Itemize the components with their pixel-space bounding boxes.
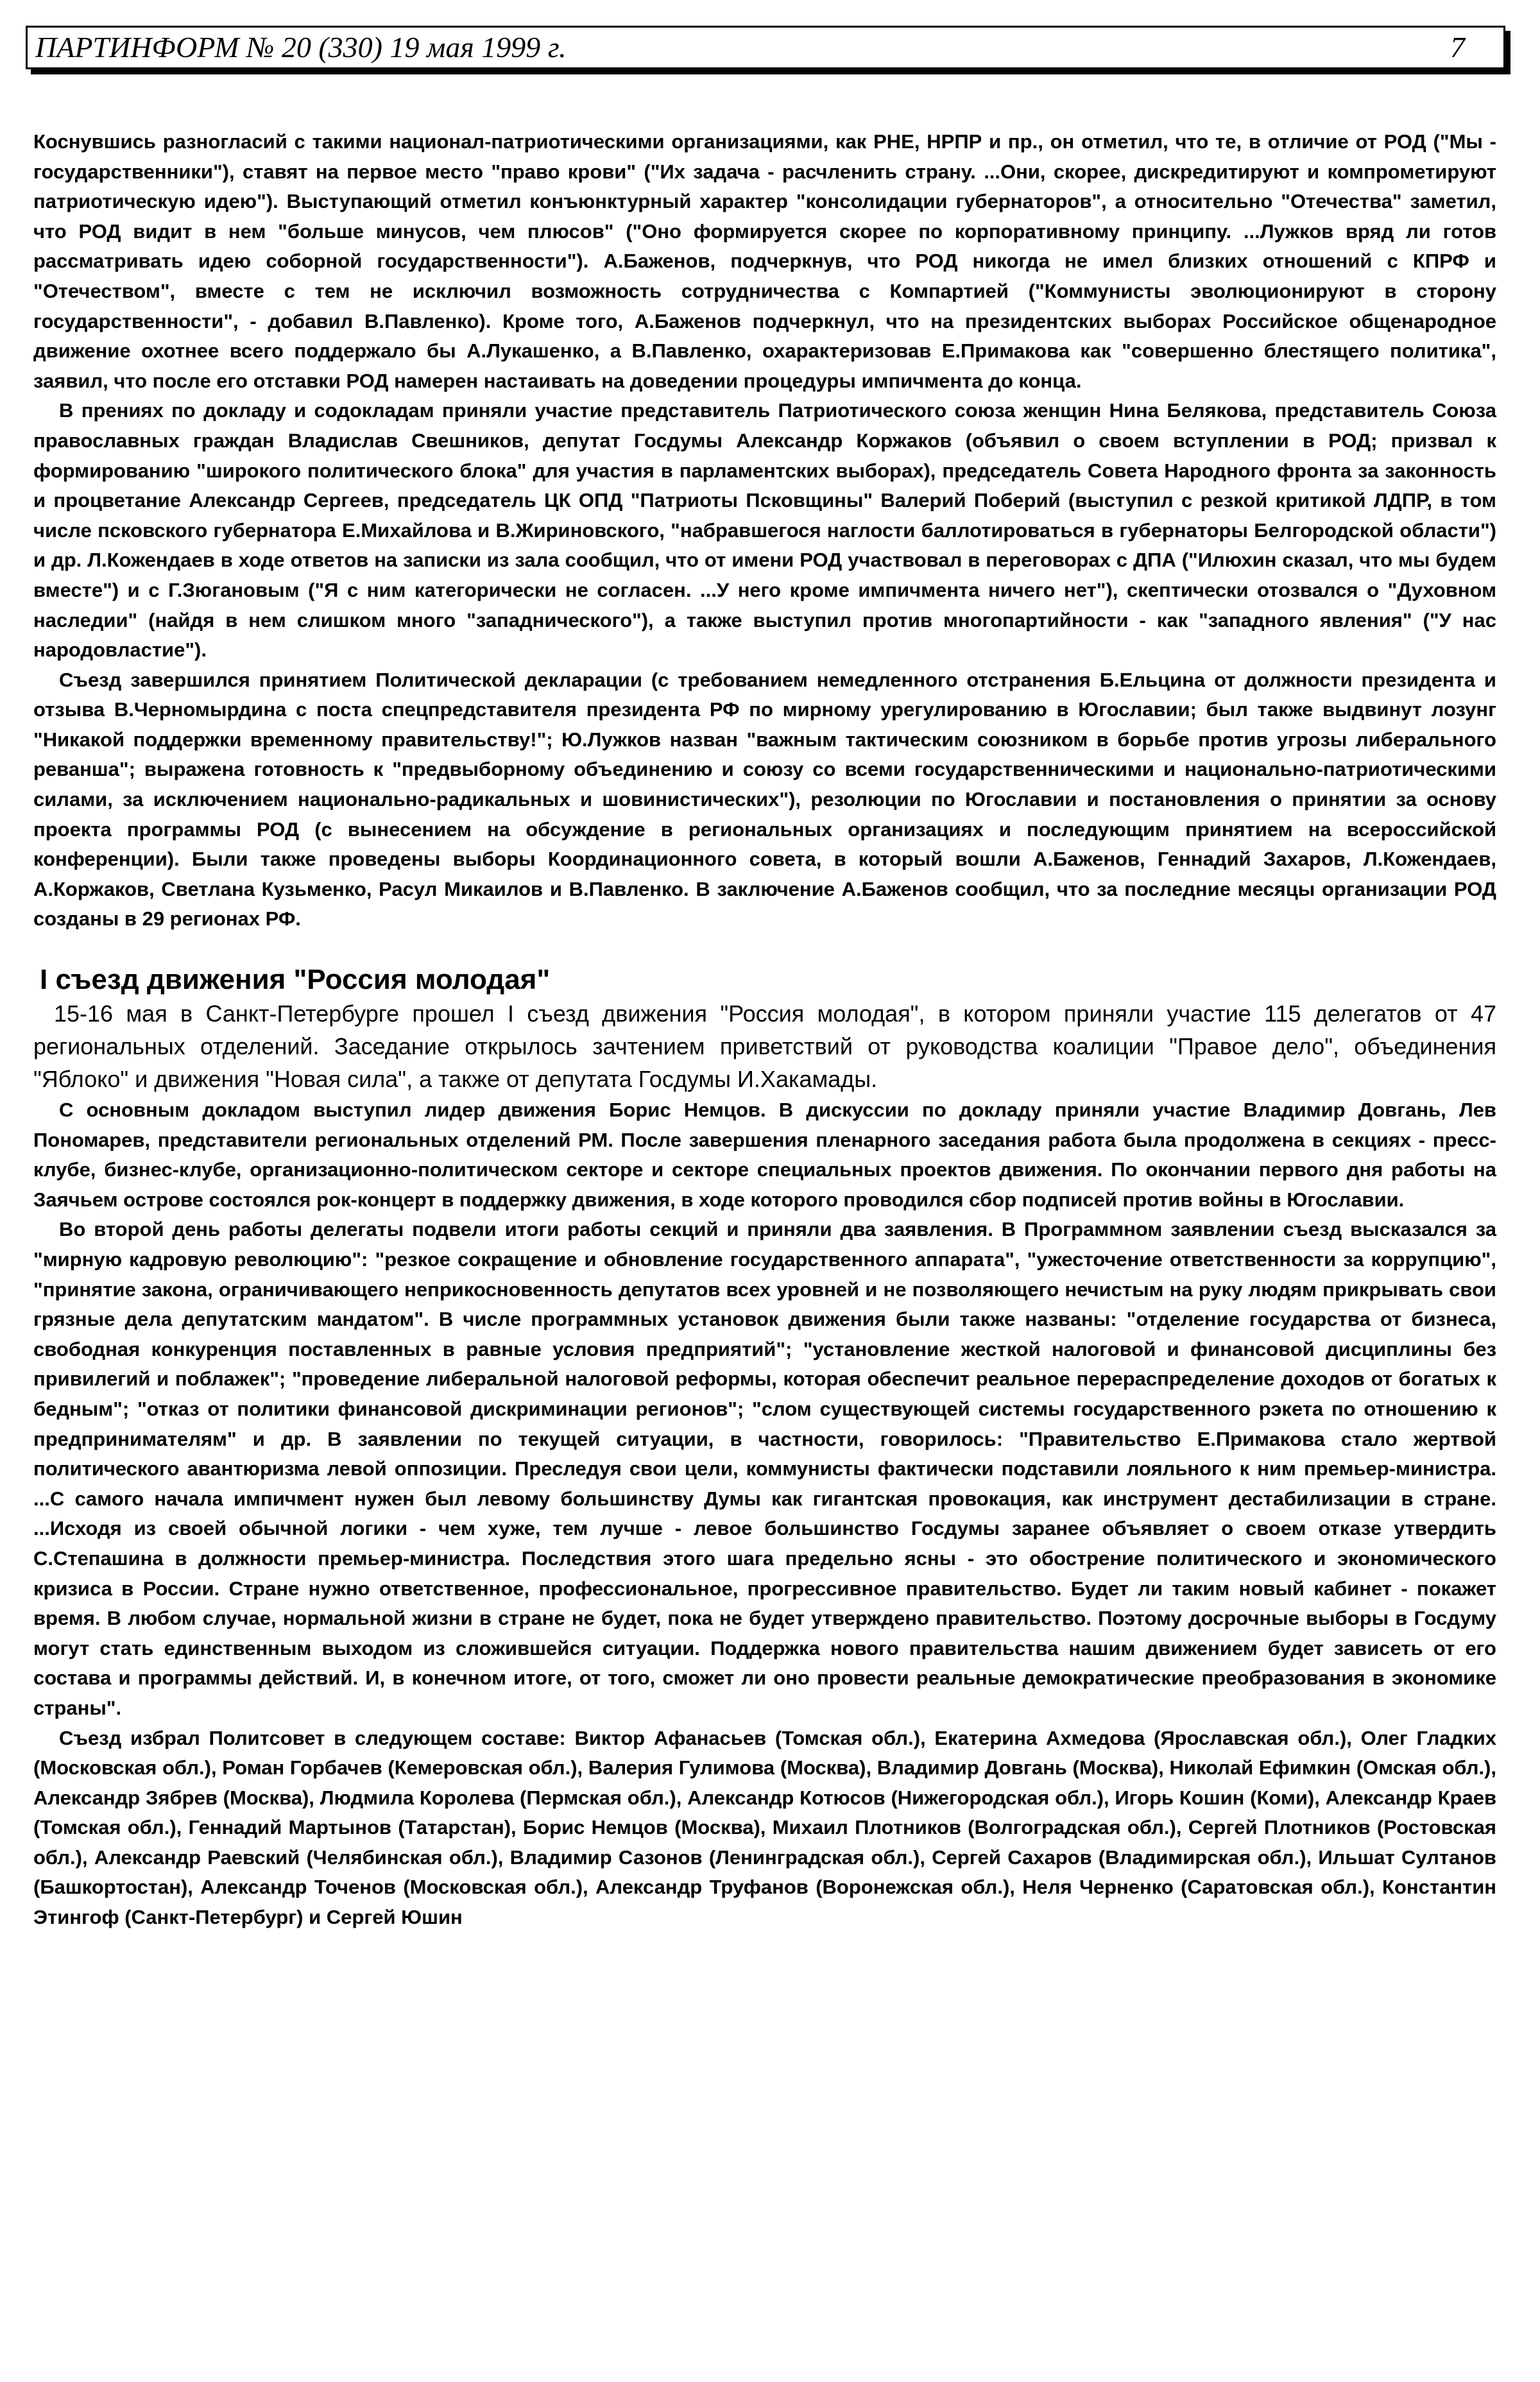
paragraph: Съезд избрал Политсовет в следующем составе: Виктор Афанасьев (Томская обл.), Екатерина Ахмедова (Ярославская обл.), Олег Гладких (Московская обл.), Роман Горбачев (Кемеровская обл.), Валерия Гулимова (Москва), Владимир Довгань (Москва), Николай Ефимкин (Омская обл.), Александр Зябрев (Москва), Людмила Королева (Пермская обл.), Александр Котюсов (Нижегородская обл.), Игорь Кошин (Коми), Александр Краев (Томская обл.), Геннадий Мартынов (Татарстан), Борис Немцов (Москва), Михаил Плотников (Волгоградская обл.), Сергей Плотников (Ростовская обл.), Александр Раевский (Челябинская обл.), Владимир Сазонов (Ленинградская обл.), Сергей Сахаров (Владимирская обл.), Ильшат Султанов (Башкортостан), Александр Точенов (Московская обл.), Александр Труфанов (Воронежская обл.), Неля Черненко (Саратовская обл.), Константин Этингоф (Санкт-Петербург) и Сергей Юшин xyxy=(33,1726,1496,1929)
paragraph: Во второй день работы делегаты подвели итоги работы секций и приняли два заявления. В Программном заявлении съезд высказался за "мирную кадровую революцию": "резкое сокращение и обновление государственного аппарата", "ужесточение ответственности за коррупцию", "принятие закона, ограничивающего неприкосновенность депутатов всех уровней и не позволяющего нечистым на руку людям прикрывать свои грязные дела депутатским мандатом". В числе программных установок движения были также названы: "отделение государства от бизнеса, свободная конкуренция поставленных в равные условия предприятий"; "установление жесткой налоговой и финансовой дисциплины без привилегий и поблажек"; "проведение либеральной налоговой реформы, которая обеспечит реальное перераспределение доходов от богатых к бедным"; "отказ от политики финансовой дискриминации регионов"; "слом существующей системы государственного рэкета по отношению к предпринимателям" и др. В заявлении по текущей ситуации, в частности, говорилось: "Правительство Е.Примакова стало жертвой политического авантюризма левой оппозиции. Преследуя свои цели, коммунисты фактически подставили лояльного к ним премьер-министра. ...С самого начала импичмент нужен был левому большинству Думы как гигантская провокация, как инструмент дестабилизации в стране. ...Исходя из своей обычной логики - чем хуже, тем лучше - левое большинство Госдумы заранее объявляет о своем отказе утвердить С.Степашина в должности премьер-министра. Последствия этого шага предельно ясны - это обострение политического и экономического кризиса в России. Стране нужно ответственное, профессиональное, прогрессивное правительство. Будет ли таким новый кабинет - покажет время. В любом случае, нормальной жизни в стране не будет, пока не будет утверждено правительство. Поэтому досрочные выборы в Госдуму могут стать единственным выходом из сложившейся ситуации. Поддержка нового правительства нашим движением будет зависеть от его состава и программы действий. И, в конечном итоге, от того, сможет ли оно провести реальные демократические преобразования в экономике страны". xyxy=(33,1218,1496,1719)
paragraph: В прениях по докладу и содокладам приняли участие представитель Патриотического союза женщин Нина Белякова, представитель Союза православных граждан Владислав Свешников, депутат Госдумы Александр Коржаков (объявил о своем вступлении в РОД; призвал к формированию "широкого политического блока" для участия в парламентских выборах), председатель Совета Народного фронта за законность и процветание Александр Сергеев, председатель ЦК ОПД "Патриоты Псковщины" Валерий Поберий (выступил с резкой критикой ЛДПР, в том числе псковского губернатора Е.Михайлова и В.Жириновского, "набравшегося наглости баллотироваться в губернаторы Белгородской области") и др. Л.Кожендаев в ходе ответов на записки из зала сообщил, что от имени РОД участвовал в переговорах с ДПА ("Илюхин сказал, что мы будем вместе") и с Г.Зюгановым ("Я с ним категорически не согласен. ...У него кроме импичмента ничего нет"), скептически отозвался о "Духовном наследии" (найдя в нем слишком много "западнического"), а также выступил против многопартийности - как "западного явления" ("У нас народовластие"). xyxy=(33,399,1496,662)
article-body xyxy=(33,127,1496,1933)
paragraph: Съезд завершился принятием Политической декларации (с требованием немедленного отстранения Б.Ельцина от должности президента и отзыва В.Черномырдина с поста спецпредставителя президента РФ по мирному урегулированию в Югославии; был также выдвинут лозунг "Никакой поддержки временному правительству!"; Ю.Лужков назван "важным тактическим союзником в борьбе против угрозы либерального реванша"; выражена готовность к "предвыборному объединению и союзу со всеми государственническими и национально-патриотическими силами, за исключением национально-радикальных и шовинистических"), резолюции по Югославии и постановления о принятии за основу проекта программы РОД (с вынесением на обсуждение в региональных организациях и последующим принятием на всероссийской конференции). Были также проведены выборы Координационного совета, в который вошли А.Баженов, Геннадий Захаров, Л.Кожендаев, А.Коржаков, Светлана Кузьменко, Расул Микаилов и В.Павленко. В заключение А.Баженов сообщил, что за последние месяцы организации РОД созданы в 29 регионах РФ. xyxy=(33,668,1496,930)
paragraph: С основным докладом выступил лидер движения Борис Немцов. В дискуссии по докладу приняли участие Владимир Довгань, Лев Пономарев, представители региональных отделений РМ. После завершения пленарного заседания работа была продолжена в секциях - пресс-клубе, бизнес-клубе, организационно-политическом секторе и секторе специальных проектов движения. По окончании первого дня работы на Заячьем острове состоялся рок-концерт в поддержку движения, в ходе которого проводился сбор подписей против войны в Югославии. xyxy=(33,1099,1496,1211)
section-heading: I съезд движения "Россия молодая" xyxy=(40,964,551,996)
page-number: 7 xyxy=(1450,31,1465,64)
publication-title: ПАРТИНФОРМ № 20 (330) 19 мая 1999 г. xyxy=(35,31,567,64)
page-header xyxy=(26,26,1505,69)
paragraph: Коснувшись разногласий с такими национал-патриотическими организациями, как РНЕ, НРПР и пр., он отметил, что те, в отличие от РОД ("Мы - государственники"), ставят на первое место "право крови" ("Их задача - расчленить страну. ...Они, скорее, дискредитируют и компрометируют патриотическую идею"). Выступающий отметил конъюнктурный характер "консолидации губернаторов", а относительно "Отечества" заметил, что РОД видит в нем "больше минусов, чем плюсов" ("Оно формируется скорее по корпоративному принципу. ...Лужков вряд ли готов рассматривать идею соборной государственности"). А.Баженов, подчеркнув, что РОД никогда не имел близких отношений с КПРФ и "Отечеством", вместе с тем не исключил возможность сотрудничества с Компартией ("Коммунисты эволюционируют в сторону государственности", - добавил В.Павленко). Кроме того, А.Баженов подчеркнул, что на президентских выборах Российское общенародное движение охотнее всего поддержало бы А.Лукашенко, а В.Павленко, охарактеризовав Е.Примакова как "совершенно блестящего политика", заявил, что после его отставки РОД намерен настаивать на доведении процедуры импичмента до конца. xyxy=(33,130,1496,392)
lead-paragraph: 15-16 мая в Санкт-Петербурге прошел I съезд движения "Россия молодая", в котором приняли участие 115 делегатов от 47 региональных отделений. Заседание открылось зачтением приветствий от руководства коалиции "Правое дело", объединения "Яблоко" и движения "Новая сила", а также от депутата Госдумы И.Хакамады. xyxy=(33,1000,1496,1093)
